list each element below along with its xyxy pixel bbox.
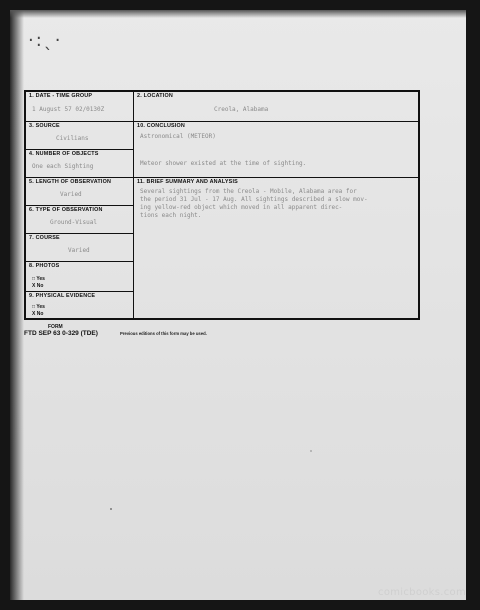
cell-course [26,234,134,262]
cell-type-of-observation [26,206,134,234]
source-value: Civilians [56,135,89,142]
date-time-value: 1 August 57 02/0130Z [32,106,105,113]
photos-label: 8. PHOTOS [29,263,60,269]
scan-speck [110,508,112,510]
conclusion-line-1: Astronomical (METEOR) [140,133,216,140]
photos-no-text: No [36,283,44,289]
evidence-no-option [32,311,43,317]
cell-length-of-observation [26,178,134,206]
footer-form-word: FORM [48,324,63,330]
number-of-objects-value: One each Sighting [32,163,94,170]
date-time-label: 1. DATE - TIME GROUP [29,93,93,99]
conclusion-label: 10. CONCLUSION [137,123,186,129]
evidence-yes-option: □ Yes [32,304,45,310]
cell-photos [26,262,134,292]
cell-source [26,122,134,150]
length-of-observation-value: Varied [60,191,82,198]
location-label: 2. LOCATION [137,93,173,99]
summary-line-2: the period 31 Jul - 17 Aug. All sightings described a slow mov- [140,196,368,203]
cell-conclusion [134,122,418,178]
summary-label: 11. BRIEF SUMMARY AND ANALYSIS [137,179,238,185]
document-page [10,10,466,600]
location-value: Creola, Alabama [214,106,269,113]
watermark-text: comicbooks.com [378,587,466,598]
footer-note: Previous editions of this form may be used. [120,331,207,336]
physical-evidence-label: 9. PHYSICAL EVIDENCE [29,293,96,299]
photos-yes-option: □ Yes [32,276,45,282]
number-of-objects-label: 4. NUMBER OF OBJECTS [29,151,99,157]
photos-no-mark: X [32,283,36,289]
project-record-card [24,90,420,320]
scan-speck [310,450,312,452]
photos-no-option [32,283,43,289]
course-label: 7. COURSE [29,235,60,241]
cell-physical-evidence [26,292,134,318]
scan-top-shadow [10,10,466,18]
summary-line-1: Several sightings from the Creola - Mobile, Alabama area for [140,188,357,195]
cell-date-time [26,92,134,122]
course-value: Varied [68,247,90,254]
type-of-observation-value: Ground-Visual [50,219,97,226]
type-of-observation-label: 6. TYPE OF OBSERVATION [29,207,103,213]
length-of-observation-label: 5. LENGTH OF OBSERVATION [29,179,112,185]
evidence-yes-text: Yes [36,304,45,310]
summary-line-3: ing yellow-red object which moved in all apparent direc- [140,204,343,211]
scan-edge-shadow [10,10,24,600]
photos-yes-text: Yes [36,276,45,282]
cell-summary [134,178,418,318]
summary-line-4: tions each night. [140,212,202,219]
scan-smudge: ·:ˎ· [28,30,63,51]
source-label: 3. SOURCE [29,123,60,129]
cell-location [134,92,418,122]
evidence-no-text: No [36,311,44,317]
evidence-no-mark: X [32,311,36,317]
conclusion-line-2: Meteor shower existed at the time of sighting. [140,160,307,167]
cell-number-of-objects [26,150,134,178]
footer-form-id: FTD SEP 63 0-329 (TDE) [24,330,98,337]
